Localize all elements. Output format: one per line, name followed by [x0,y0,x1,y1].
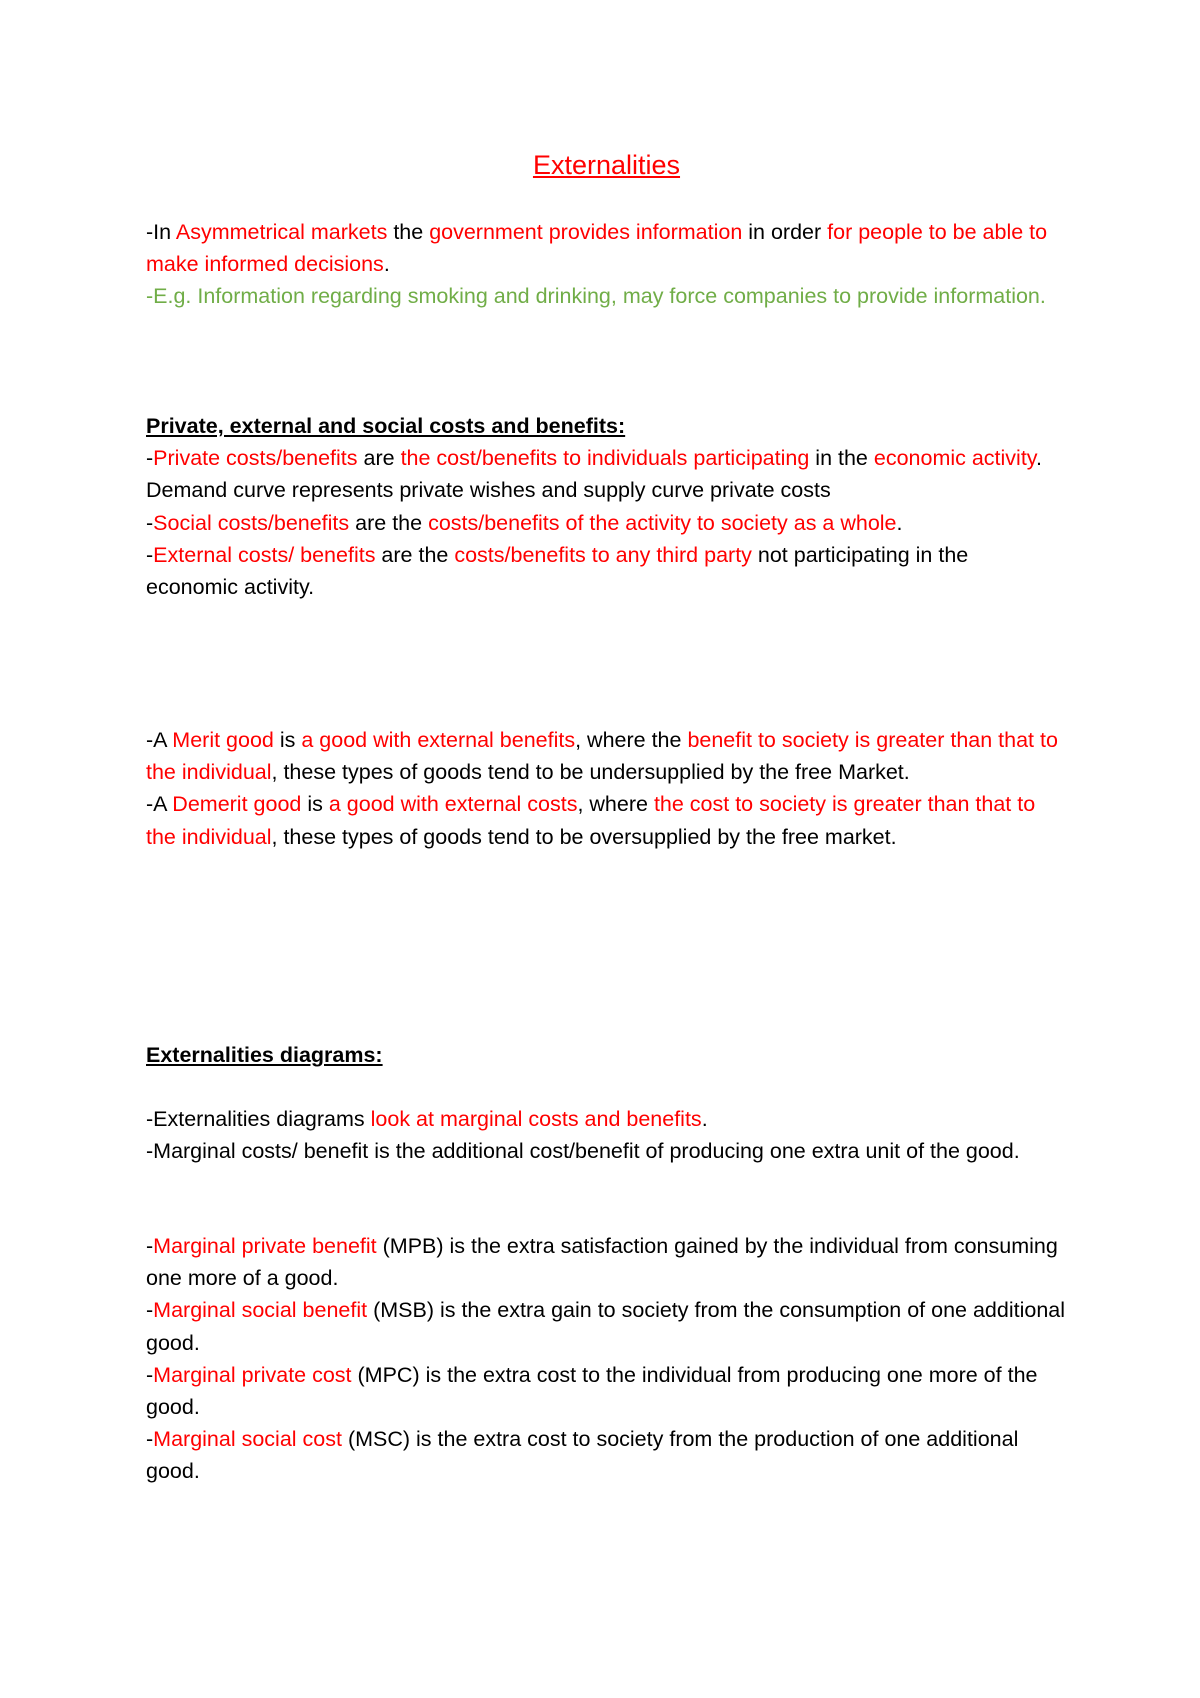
text-run: for people to be able to make informed decisions [146,220,1048,277]
text-run: (MSB) is the extra gain to society from the consumption of one additional good. [146,1298,1066,1355]
definition-paragraph [146,442,1066,506]
text-run: -In [146,220,176,244]
text-run: a good with external costs [328,792,578,817]
text-run: the [387,220,430,244]
text-run: look at marginal costs and benefits [370,1107,702,1132]
text-run: -Externalities diagrams [146,1107,371,1132]
text-run: in order [742,220,828,244]
document-title: Externalities [532,150,681,180]
section-heading: Private, external and social costs and benefits: [146,414,626,438]
text-run: , these types of goods tend to be undersupplied by the free Market. [271,760,910,785]
text-run: Marginal private cost [153,1362,352,1387]
intro-paragraph [146,216,1066,280]
definition-paragraph [146,1423,1066,1487]
definition-paragraph [146,539,1066,603]
definition-paragraph [146,1103,1066,1135]
text-run: - [146,510,154,535]
definition-paragraph [146,788,1066,852]
text-run: Merit good [172,728,274,752]
text-run: - [146,1234,154,1258]
text-run: Marginal social cost [153,1427,342,1452]
costs-benefits-section [146,410,1066,603]
text-run: not participating in the economic activity. [146,542,969,600]
definition-paragraph [146,1294,1066,1358]
diagrams-section [146,1039,1066,1168]
text-run: (MSC) is the extra cost to society from the production of one additional good. [146,1427,1019,1484]
definition-paragraph [146,1135,1066,1167]
text-run: Marginal social benefit [153,1298,368,1323]
text-run: (MPC) is the extra cost to the individual from producing one more of the good. [146,1362,1038,1420]
text-run: benefit to society is greater than that to the individual [146,728,1058,785]
definition-paragraph [146,724,1066,788]
text-run: , these types of goods tend to be oversupplied by the free market. [271,824,897,849]
text-run: -A [146,728,173,752]
text-run: - [146,446,154,471]
text-run: -Marginal costs/ benefit is the additional cost/benefit of producing one extra unit of the good. [146,1139,1020,1164]
text-run: , where [577,792,654,817]
text-run: are [357,446,401,471]
text-run: is [273,728,302,752]
intro-section [146,216,1066,313]
definition-paragraph [146,1230,1066,1294]
merit-goods-section [146,724,1066,853]
text-run: government provides information [429,220,743,244]
text-run: Social costs/benefits [153,510,350,535]
text-run: is [301,792,329,817]
text-run: . [701,1107,708,1132]
text-run: Private costs/benefits [153,446,358,471]
text-run: . [896,510,903,535]
marginal-definitions-section [146,1230,1066,1488]
text-run: (MPB) is the extra satisfaction gained by the individual from consuming one more of a good. [146,1234,1058,1291]
intro-example-paragraph [146,280,1066,312]
text-run: the cost to society is greater than that to the individual [146,792,1036,849]
text-run: in the [809,446,874,471]
text-run: are the [349,510,429,535]
blank-line [146,1071,1066,1103]
text-run: the cost/benefits to individuals participating [400,446,810,471]
text-run: costs/benefits to any third party [454,542,752,567]
text-run: Asymmetrical markets [175,220,388,244]
text-run: -A [146,792,173,817]
text-run: . [383,252,390,277]
text-run: economic activity [873,446,1036,471]
text-run: a good with external benefits [301,728,576,752]
text-run: - [146,1298,154,1323]
definition-paragraph [146,1359,1066,1423]
definition-paragraph [146,507,1066,539]
text-run: - [146,1427,154,1452]
text-run: are the [375,542,455,567]
text-run: Marginal private benefit [153,1234,377,1258]
text-run: -E.g. Information regarding smoking and drinking, may force companies to provide information. [146,284,1046,309]
text-run: , where the [575,728,688,752]
text-run: costs/benefits of the activity to society as a whole [428,510,897,535]
text-run: . Demand curve represents private wishes and supply curve private costs [146,446,1042,503]
text-run: Demerit good [172,792,302,817]
text-run: - [146,542,154,567]
text-run: External costs/ benefits [153,542,376,567]
section-heading: Externalities diagrams: [146,1043,383,1067]
text-run: - [146,1362,154,1387]
